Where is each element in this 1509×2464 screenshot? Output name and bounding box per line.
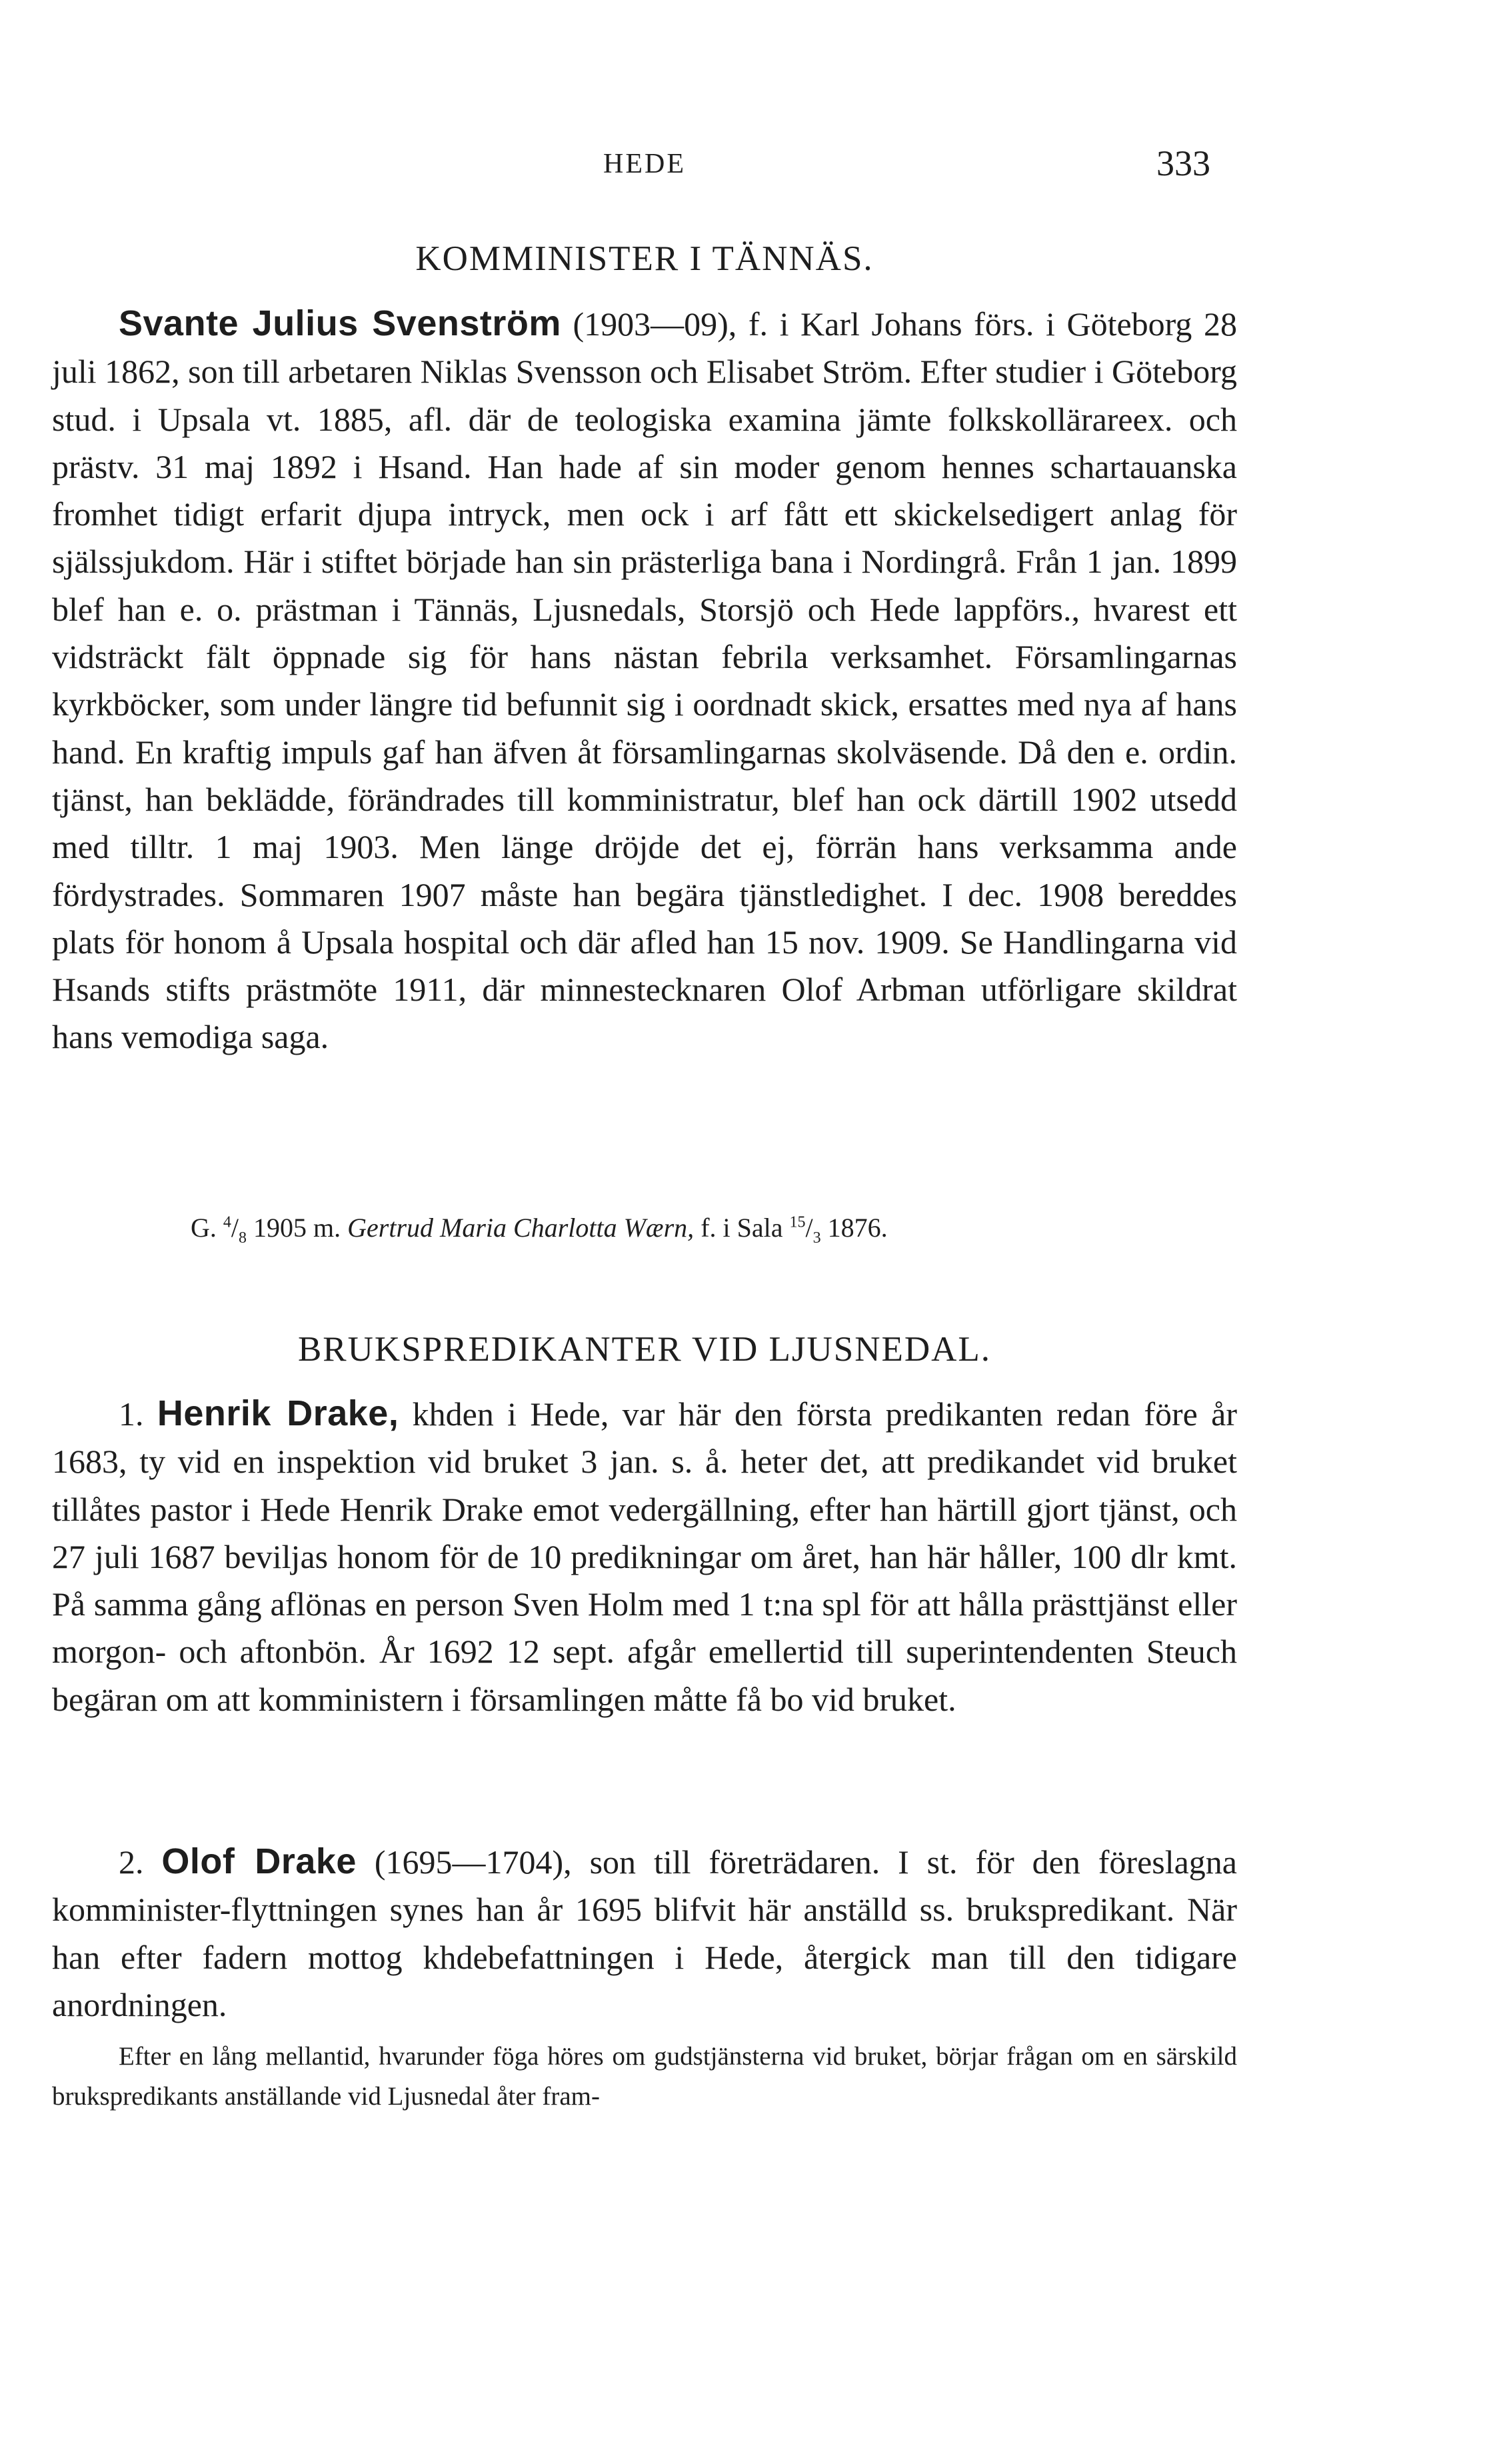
spouse-birth-month: 3 xyxy=(812,1229,821,1247)
page-number: 333 xyxy=(1156,143,1210,183)
closing-note xyxy=(52,2037,1237,2117)
marriage-note xyxy=(52,1208,1237,1258)
spouse-name: Gertrud Maria Charlotta Wærn, xyxy=(347,1213,695,1243)
entry-text: (1903—09), f. i Karl Johans förs. i Göteborg 28 juli 1862, son till arbetaren Niklas Svensson och Elisabet Ström. Efter studier i Göteborg stud. i Upsala vt. 1885, afl. där de teologiska examina jämte folkskollärareex. och prästv. 31 maj 1892 i Hsand. Han hade af sin moder genom hennes schartauanska fromhet tidigt erfarit djupa intryck, men ock i arf fått ett skickelsedigert anlag för själssjukdom. Här i stiftet började han sin prästerliga bana i Nordingrå. Från 1 jan. 1899 blef han e. o. prästman i Tännäs, Ljusnedals, Storsjö och Hede lappförs., hvarest ett vidsträckt fält öppnade sig för hans nästan febrila verksamhet. Församlingarnas kyrkböcker, som under längre tid befunnit sig i oordnadt skick, ersattes med nya af hans hand. En kraftig impuls gaf han äfven åt församlingarnas skolväsende. Då den e. ordin. tjänst, han beklädde, förändrades till komministratur, blef han ock därtill 1902 utsedd med tilltr. 1 maj 1903. Men länge dröjde det ej, förrän hans verksamma ande fördystrades. Sommaren 1907 måste han begära tjänstledighet. I dec. 1908 bereddes plats för honom å Upsala hospital och där afled han 15 nov. 1909. Se Handlingarna vid Hsands stifts prästmöte 1911, där minnestecknaren Olof Arbman utförligare skildrat hans vemodiga saga. xyxy=(52,305,1237,1056)
section-heading-bruks: BRUKSPREDIKANTER VID LJUSNEDAL. xyxy=(297,1330,992,1369)
entry-paragraph xyxy=(52,1390,1237,1723)
entry-number: 2. xyxy=(119,1843,144,1881)
person-name: Olof Drake xyxy=(161,1841,357,1881)
running-title: HEDE xyxy=(603,149,686,179)
section-heading-komminister: KOMMINISTER I TÄNNÄS. xyxy=(415,239,874,278)
entry-number: 1. xyxy=(119,1395,144,1433)
entry-paragraph xyxy=(52,300,1237,1061)
marriage-year: 1905 m. xyxy=(247,1213,348,1243)
entry-paragraph xyxy=(52,1838,1237,2029)
entry-henrik-drake xyxy=(52,1390,1237,1723)
spouse-birth-year: 1876. xyxy=(820,1213,888,1243)
marriage-day: 4 xyxy=(223,1213,231,1231)
spouse-birthplace: f. i Sala xyxy=(694,1213,790,1243)
closing-paragraph: Efter en lång mellantid, hvarunder föga höres om gudstjänsterna vid bruket, börjar frågan om en särskild brukspredikants anställande vid Ljusnedal åter fram- xyxy=(52,2042,1237,2111)
running-head xyxy=(0,143,1509,195)
marriage-month: 8 xyxy=(239,1229,247,1247)
person-name: Svante Julius Svenström xyxy=(119,303,561,343)
entry-olof-drake xyxy=(52,1838,1237,2029)
marriage-prefix: G. xyxy=(191,1213,223,1243)
spouse-birth-day: 15 xyxy=(789,1213,806,1231)
person-name: Henrik Drake, xyxy=(157,1393,399,1433)
entry-svenstrom xyxy=(52,300,1237,1061)
marriage-line: G. $^4/_8$ 1905 m. Gertrud Maria Charlotta Wærn, f. i Sala $^{15}/_3$ 1876. xyxy=(191,1213,888,1247)
entry-text: khden i Hede, var här den första predikanten redan före år 1683, ty vid en inspektion vid bruket 3 jan. s. å. heter det, att predikandet vid bruket tillåtes pastor i Hede Henrik Drake emot vedergällning, efter han härtill gjort tjänst, och 27 juli 1687 beviljas honom för de 10 predikningar om året, han här håller, 100 dlr kmt. På samma gång aflönas en person Sven Holm med 1 t:na spl för att hålla prästtjänst eller morgon- och aftonbön. År 1692 12 sept. afgår emellertid till superintendenten Steuch begäran om att komministern i församlingen måtte få bo vid bruket. xyxy=(52,1395,1237,1718)
entry-text: (1695—1704), son till företrädaren. I st. för den föreslagna komminister-flyttningen synes han år 1695 blifvit här anställd ss. brukspredikant. När han efter fadern mottog khdebefattningen i Hede, återgick man till den tidigare anordningen. xyxy=(52,1843,1238,2023)
